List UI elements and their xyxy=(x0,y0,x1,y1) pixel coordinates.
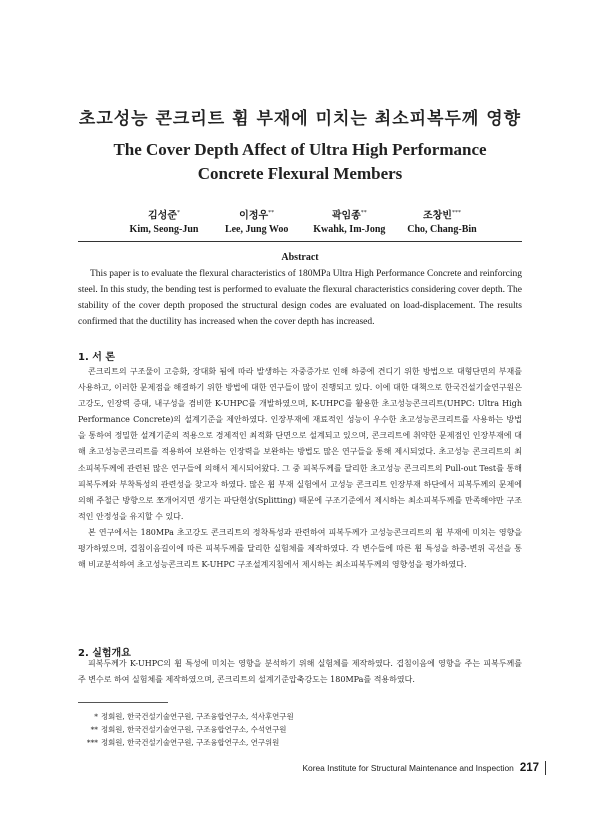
footnote-mark: ** xyxy=(90,725,98,734)
author-affiliation-mark: * xyxy=(176,210,180,216)
paragraph: 본 연구에서는 180MPa 초고강도 콘크리트의 정착특성과 관련하여 피복두께가 고성능콘크리트의 휨 부재에 미치는 영향을 평가하였으며, 겹침이음길이에 따른 피복두께를 달리한 실험체를 제작하였다. 각 변수들에 따른 휨 특성을 하중-변위 곡선을 통해 비교분석하여 초고성능콘크리트 K-UHPC 구조설계지침에서 제시하는 최소피복두께의 영향성을 평가하였다. xyxy=(78,527,522,570)
footnote xyxy=(82,723,462,736)
footnote xyxy=(82,736,462,749)
footnote-text: 정회원, 한국건설기술연구원, 구조융합연구소, 수석연구원 xyxy=(101,725,287,734)
title-english-line2: Concrete Flexural Members xyxy=(197,164,403,183)
section-heading-introduction: 1. 서 론 xyxy=(78,352,116,363)
author-name-en: Lee, Jung Woo xyxy=(224,224,289,236)
author-name-ko: 곽임종 xyxy=(331,210,361,222)
abstract-divider xyxy=(78,241,522,242)
page-number: 217 xyxy=(520,761,546,775)
paragraph: 콘크리트의 구조물이 고층화, 장대화 됨에 따라 발생하는 자중증가로 인해 하중에 견디기 위한 방법으로 대형단면의 부재를 사용하고, 이러한 문제점을 해결하기 위한 방법에 대한 연구들이 많이 진행되고 있다. 이에 대한 대책으로 한국건설기술연구원은 고강도, 인장력 증대, 내구성을 겸비한 K-UHPC를 개발하였으며, K-UHPC를 활용한 초고성능콘크리트(UHPC: Ultra High Performance Concrete)의 설계기준을 제안하였다. 인장부재에 재료적인 성능이 우수한 초고성능콘크리트를 사용하는 방법을 통하여 정밀한 설계기준의 적용으로 경제적인 최적화 단면으로 설계되고 있으며, 콘크리트에 취약한 문제점인 인장부재에 대해 초고성능콘크리트를 적용하여 보완하는 인장력을 보완하는 방법도 많은 연구들을 통해 제시되었다. 초고성능 콘크리트의 최소피복두께에 관련된 많은 연구들에 의해서 제시되어왔다. 그 중 피복두께를 달리한 초고성능 콘크리트의 Pull-out Test를 통해 피복두께와 부착특성의 관련성을 찾고자 하였다. 많은 휨 부재 실험에서 고성능 콘크리트 인장부재 하단에서 피복두께의 문제에 의해 주철근 방향으로 쪼개어지면 생기는 파단현상(Splitting) 때문에 구조기준에서 제시하는 최소피복두께를 만족해야만 구조적인 안정성을 유지할 수 있다. xyxy=(78,367,522,521)
author-2 xyxy=(211,206,303,237)
author-name-ko: 김성준 xyxy=(148,210,177,222)
author-1 xyxy=(118,206,210,237)
author-name-ko: 조창빈 xyxy=(422,210,452,222)
author-affiliation-mark: ** xyxy=(360,210,367,216)
author-name-en: Kim, Seong-Jun xyxy=(129,224,199,236)
title-english xyxy=(40,138,560,186)
author-list xyxy=(118,206,488,237)
title-korean: 초고성능 콘크리트 휨 부재에 미치는 최소피복두께 영향 xyxy=(78,109,522,129)
page-footer xyxy=(302,761,546,775)
author-name-en: Cho, Chang-Bin xyxy=(407,224,477,236)
footer-organization: Korea Institute for Structural Maintenance and Inspection xyxy=(302,763,514,773)
footnote-text: 정회원, 한국건설기술연구원, 구조융합연구소, 연구위원 xyxy=(101,738,280,747)
author-affiliation-mark: ** xyxy=(268,210,275,216)
section-body-experiment xyxy=(78,656,522,688)
footnote xyxy=(82,710,462,723)
author-name-en: Kwahk, Im-Jong xyxy=(313,224,386,236)
abstract-heading: Abstract xyxy=(281,252,319,263)
title-english-line1: The Cover Depth Affect of Ultra High Performance xyxy=(113,140,487,159)
author-3 xyxy=(303,206,395,237)
section-body-introduction xyxy=(78,364,522,573)
footnote-mark: * xyxy=(94,712,98,721)
author-name-ko: 이정우 xyxy=(239,210,269,222)
paragraph: 피복두께가 K-UHPC의 휨 특성에 미치는 영향을 분석하기 위해 실험체를 제작하였다. 겹침이음에 영향을 주는 피복두께를 주 변수로 하여 실험체를 제작하였으며, 콘크리트의 설계기준압축강도는 180MPa를 적용하였다. xyxy=(78,659,522,685)
author-4 xyxy=(396,206,488,237)
author-affiliation-mark: *** xyxy=(451,210,461,216)
footnote-text: 정회원, 한국건설기술연구원, 구조융합연구소, 석사후연구원 xyxy=(101,712,294,721)
abstract-text: This paper is to evaluate the flexural characteristics of 180MPa Ultra High Performance Concrete and reinforcing steel. In this study, the bending test is performed to evaluate the flexural characteristics considering cover depth. The stability of the cover depth proposed the structural design codes are evaluated on load-displacement. The results confirmed that the ductility has increased when the cover depth has increased. xyxy=(78,269,522,327)
footnote-mark: *** xyxy=(86,738,98,747)
footnote-divider xyxy=(78,702,168,703)
footnotes xyxy=(82,710,462,749)
section-heading-experiment: 2. 실험개요 xyxy=(78,648,131,659)
